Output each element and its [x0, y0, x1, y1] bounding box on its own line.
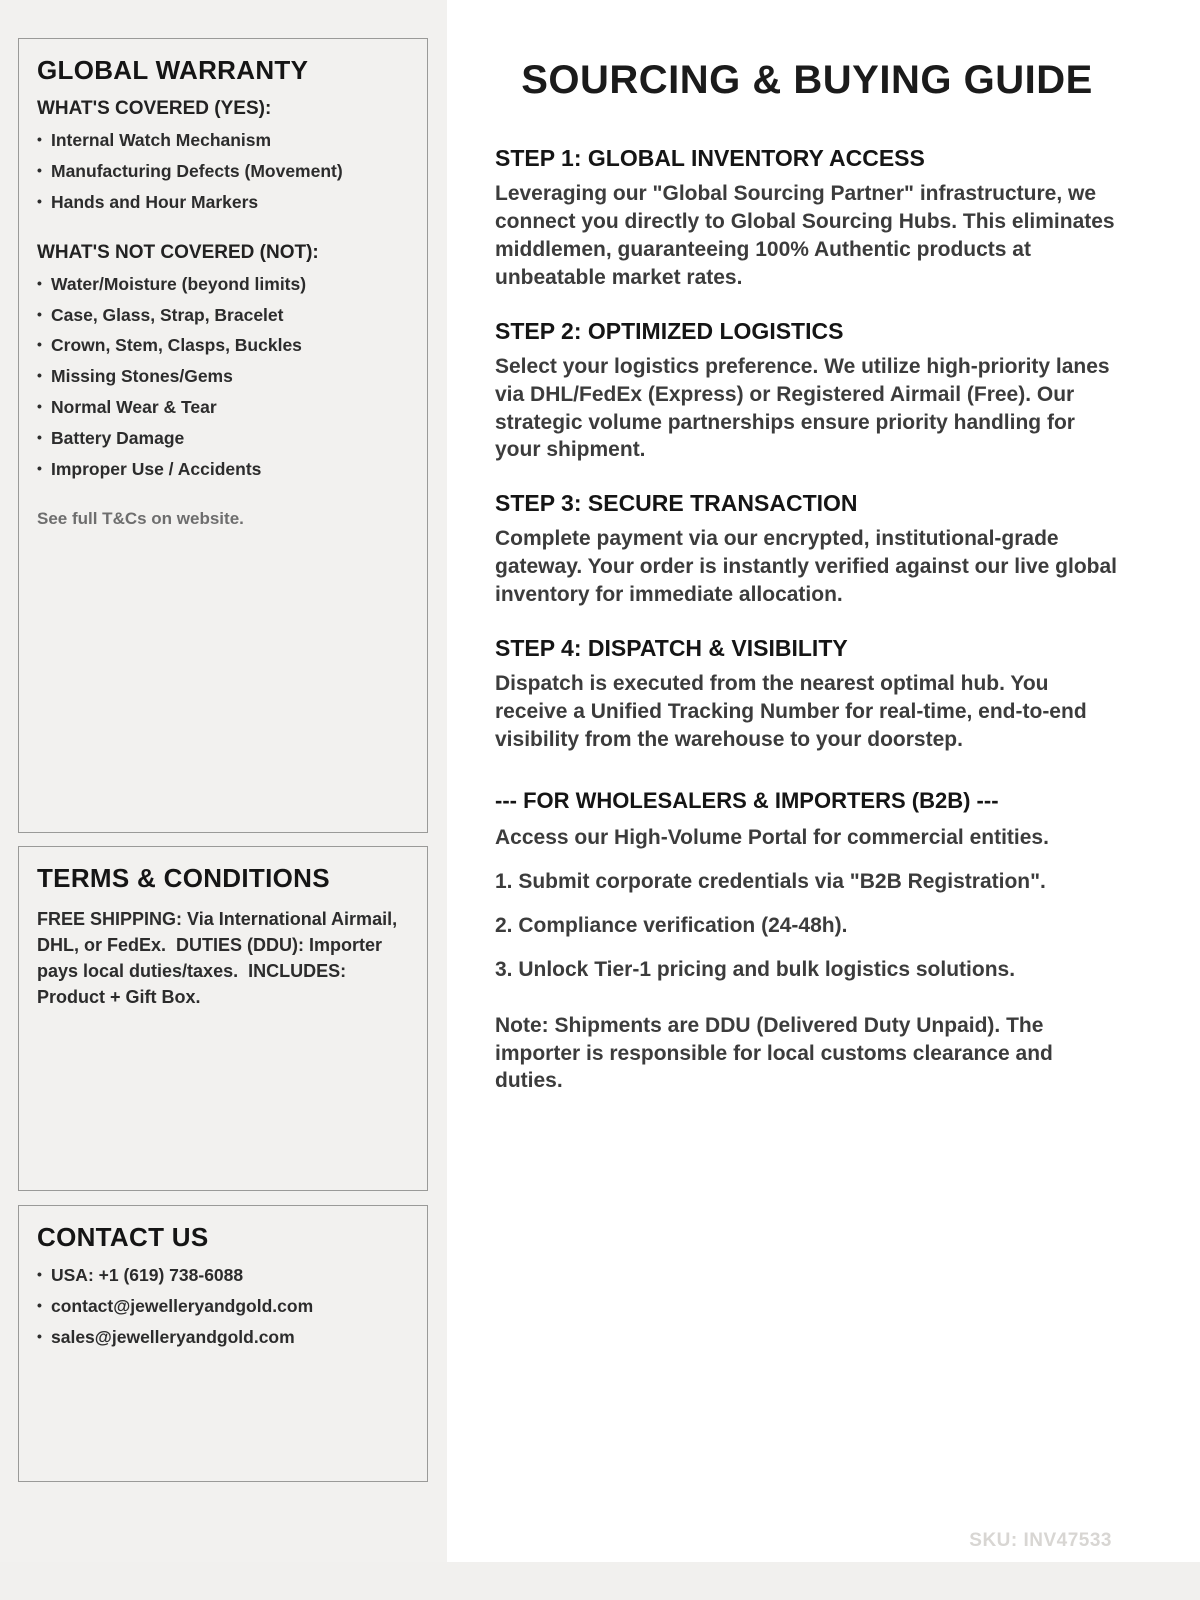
- bottom-strip: [0, 1562, 1200, 1600]
- step-block: [495, 318, 1123, 465]
- b2b-heading: --- FOR WHOLESALERS & IMPORTERS (B2B) ---: [495, 787, 999, 813]
- terms-body: FREE SHIPPING: Via International Airmail, DHL, or FedEx. DUTIES (DDU): Importer pays local duties/taxes. INCLUDES: Product + Gift Box.: [37, 909, 403, 1008]
- step-block: [495, 145, 1123, 292]
- contact-list: [37, 1265, 407, 1349]
- sidebar: [0, 0, 447, 1600]
- warranty-covered-title: WHAT'S COVERED (YES):: [37, 98, 272, 119]
- terms-title: TERMS & CONDITIONS: [37, 863, 330, 893]
- step-heading: STEP 4: DISPATCH & VISIBILITY: [495, 635, 848, 662]
- warranty-not-covered-item: • Normal Wear & Tear: [37, 397, 407, 419]
- warranty-not-covered-item: • Battery Damage: [37, 428, 407, 450]
- terms-box: [18, 846, 428, 1191]
- steps-section: [495, 145, 1123, 754]
- b2b-item: 1. Submit corporate credentials via "B2B Registration".: [495, 869, 1046, 893]
- warranty-title: GLOBAL WARRANTY: [37, 55, 309, 85]
- warranty-not-covered-item: • Water/Moisture (beyond limits): [37, 274, 407, 296]
- page-title: SOURCING & BUYING GUIDE: [521, 58, 1093, 102]
- warranty-not-covered-item: • Improper Use / Accidents: [37, 459, 407, 481]
- step-body: Leveraging our "Global Sourcing Partner" infrastructure, we connect you directly to Global Sourcing Hubs. This eliminates middlemen, guaranteeing 100% Authentic products at unbeatable market rates.: [495, 182, 1115, 289]
- warranty-footnote: See full T&Cs on website.: [37, 508, 244, 528]
- b2b-item: 2. Compliance verification (24-48h).: [495, 913, 848, 937]
- step-block: [495, 490, 1123, 609]
- warranty-not-covered-item: • Missing Stones/Gems: [37, 366, 407, 388]
- step-body: Complete payment via our encrypted, institutional-grade gateway. Your order is instantly verified against our live global inventory for immediate allocation.: [495, 527, 1118, 607]
- step-block: [495, 635, 1123, 754]
- warranty-not-covered-item: • Case, Glass, Strap, Bracelet: [37, 305, 407, 327]
- step-heading: STEP 2: OPTIMIZED LOGISTICS: [495, 317, 844, 344]
- main-content: [495, 58, 1123, 1095]
- contact-line: • USA: +1 (619) 738-6088: [37, 1265, 407, 1287]
- step-heading: STEP 3: SECURE TRANSACTION: [495, 490, 858, 517]
- b2b-note: Note: Shipments are DDU (Delivered Duty Unpaid). The importer is responsible for local customs clearance and duties.: [495, 1013, 1053, 1093]
- b2b-items: [495, 868, 1123, 984]
- warranty-not-covered-title: WHAT'S NOT COVERED (NOT):: [37, 241, 319, 263]
- warranty-box: [18, 38, 428, 833]
- contact-line: • sales@jewelleryandgold.com: [37, 1327, 407, 1349]
- warranty-covered-item: • Hands and Hour Markers: [37, 192, 407, 214]
- warranty-covered-list: [37, 130, 407, 214]
- b2b-item: 3. Unlock Tier-1 pricing and bulk logistics solutions.: [495, 957, 1016, 981]
- warranty-covered-item: • Internal Watch Mechanism: [37, 130, 407, 152]
- sku-label: SKU: INV47533: [969, 1530, 1112, 1551]
- contact-line: • contact@jewelleryandgold.com: [37, 1296, 407, 1318]
- warranty-not-covered-list: [37, 274, 407, 481]
- step-body: Select your logistics preference. We utilize high-priority lanes via DHL/FedEx (Express) or Registered Airmail (Free). Our strategic volume partnerships ensure priority handling for your shipment.: [495, 354, 1110, 462]
- warranty-covered-item: • Manufacturing Defects (Movement): [37, 161, 407, 183]
- contact-box: [18, 1205, 428, 1482]
- contact-title: CONTACT US: [37, 1222, 209, 1252]
- step-body: Dispatch is executed from the nearest optimal hub. You receive a Unified Tracking Number for real-time, end-to-end visibility from the warehouse to your doorstep.: [495, 672, 1087, 751]
- warranty-not-covered-item: • Crown, Stem, Clasps, Buckles: [37, 335, 407, 357]
- step-heading: STEP 1: GLOBAL INVENTORY ACCESS: [495, 145, 925, 171]
- b2b-intro: Access our High-Volume Portal for commercial entities.: [495, 825, 1049, 849]
